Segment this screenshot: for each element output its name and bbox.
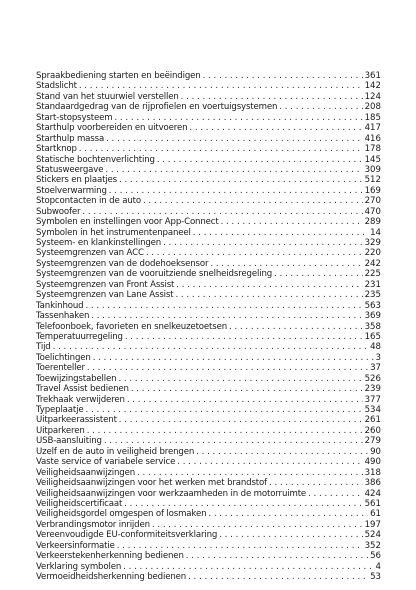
index-entry [36, 175, 381, 185]
index-entry [36, 562, 381, 572]
index-entry [36, 280, 381, 290]
entry-term: Stoelverwarming [36, 185, 107, 196]
entry-term: Typeplaatje [36, 405, 84, 415]
entry-page-number: 369 [364, 311, 381, 322]
entry-term: Symbolen en instellingen voor App-Connect [36, 217, 219, 228]
index-entry [36, 405, 381, 415]
entry-page-number: 225 [364, 269, 381, 280]
dot-leader [210, 259, 362, 269]
entry-page-number: 361 [364, 71, 381, 81]
dot-leader [137, 468, 363, 478]
dot-leader [93, 353, 374, 363]
entry-page-number: 53 [370, 572, 381, 582]
entry-term: Tankinhoud [36, 300, 84, 311]
entry-page-number: 56 [370, 551, 381, 562]
index-entry [36, 436, 381, 446]
dot-leader [85, 301, 362, 311]
index-entry [36, 248, 381, 258]
entry-page-number: 235 [364, 290, 381, 301]
entry-page-number: 470 [364, 206, 381, 217]
index-entry [36, 353, 381, 363]
dot-leader [123, 562, 373, 572]
index-entry [36, 322, 381, 332]
index-entry [36, 290, 381, 300]
entry-page-number: 37 [370, 363, 381, 374]
dot-leader [104, 436, 363, 446]
index-entry [36, 207, 381, 217]
dot-leader [208, 509, 368, 519]
dot-leader [229, 322, 363, 332]
index-entry [36, 551, 381, 561]
entry-page-number: 4 [375, 561, 381, 572]
index-entry [36, 186, 381, 196]
entry-page-number: 490 [364, 457, 381, 468]
index-entry [36, 123, 381, 133]
entry-term: Toewijzingstabellen [36, 373, 117, 384]
dot-leader [131, 384, 363, 394]
entry-term: Stickers en plaatjes [36, 175, 117, 186]
index-entry [36, 71, 381, 81]
index-entry [36, 301, 381, 311]
index-entry [36, 238, 381, 248]
index-entry [36, 509, 381, 519]
dot-leader [152, 520, 363, 530]
entry-term: Starthulp massa [36, 133, 105, 144]
entry-page-number: 165 [364, 331, 381, 342]
entry-page-number: 239 [364, 384, 381, 395]
index-entry [36, 102, 381, 112]
entry-page-number: 185 [364, 112, 381, 123]
dot-leader [146, 248, 363, 258]
entry-term: Startknop [36, 144, 77, 155]
dot-leader [109, 186, 363, 196]
entry-term: Travel Assist bedienen [36, 384, 129, 395]
entry-term: Statische bochtenverlichting [36, 154, 155, 165]
dot-leader [127, 395, 363, 405]
dot-leader [119, 175, 363, 185]
dot-leader [86, 405, 363, 415]
entry-term: USB-aansluiting [36, 436, 102, 447]
dot-leader [114, 113, 362, 123]
dot-leader [82, 207, 362, 217]
index-entry [36, 311, 381, 321]
entry-page-number: 289 [364, 217, 381, 228]
index-entry [36, 217, 381, 227]
dot-leader [87, 426, 363, 436]
index-entry [36, 572, 381, 582]
dot-leader [196, 447, 368, 457]
entry-page-number: 48 [370, 342, 381, 353]
dot-leader [221, 217, 363, 227]
entry-term: Vereenvoudigde EU-conformiteitsverklaring [36, 530, 218, 541]
entry-term: Standaardgedrag van de rijprofielen en voertuigsystemen [36, 102, 278, 113]
index-entry [36, 499, 381, 509]
dot-leader [188, 572, 368, 582]
dot-leader [274, 269, 363, 279]
dot-leader [181, 92, 363, 102]
entry-term: Verkeerstekenherkenning bedienen [36, 551, 184, 562]
entry-page-number: 124 [364, 91, 381, 102]
dot-leader [79, 144, 363, 154]
index-entry [36, 144, 381, 154]
dot-leader [124, 499, 362, 509]
entry-page-number: 261 [364, 415, 381, 426]
entry-page-number: 534 [364, 405, 381, 415]
entry-page-number: 417 [364, 123, 381, 134]
entry-term: Systeemgrenzen van de dodehoeksensor [36, 258, 209, 269]
dot-leader [117, 541, 363, 551]
index-entry [36, 113, 381, 123]
entry-page-number: 260 [364, 425, 381, 436]
entry-term: Systeemgrenzen van ACC [36, 248, 144, 259]
dot-leader [177, 457, 362, 467]
entry-term: Veiligheidscertificaat [36, 498, 123, 509]
entry-page-number: 178 [364, 144, 381, 155]
dot-leader [189, 123, 362, 133]
dot-leader [193, 228, 368, 238]
index-entry [36, 81, 381, 91]
index-entry [36, 134, 381, 144]
entry-term: Systeemgrenzen van Lane Assist [36, 290, 174, 301]
entry-term: Verbrandingsmotor inrijden [36, 519, 150, 530]
entry-term: Subwoofer [36, 206, 81, 217]
entry-term: Vaste service of variabele service [36, 457, 176, 468]
dot-leader [118, 374, 362, 384]
entry-term: Systeem- en klankinstellingen [36, 238, 162, 248]
entry-page-number: 270 [364, 196, 381, 207]
entry-page-number: 169 [364, 185, 381, 196]
entry-page-number: 358 [364, 321, 381, 332]
index-entry [36, 384, 381, 394]
entry-page-number: 208 [364, 102, 381, 113]
index-entry [36, 468, 381, 478]
entry-page-number: 220 [364, 248, 381, 259]
index-entry [36, 92, 381, 102]
index-entry [36, 269, 381, 279]
entry-page-number: 145 [364, 154, 381, 165]
entry-term: Uzelf en de auto in veiligheid brengen [36, 446, 195, 457]
entry-page-number: 377 [364, 394, 381, 405]
dot-leader [119, 415, 363, 425]
dot-leader [269, 478, 363, 488]
index-list [36, 71, 381, 582]
entry-term: Verkeersinformatie [36, 540, 115, 551]
index-entry [36, 155, 381, 165]
index-entry [36, 520, 381, 530]
entry-term: Statusweergave [36, 164, 104, 175]
index-entry [36, 415, 381, 425]
index-entry [36, 259, 381, 269]
entry-term: Stadslicht [36, 81, 77, 92]
entry-page-number: 242 [364, 258, 381, 269]
entry-term: Uitparkeerassistent [36, 415, 117, 426]
entry-term: Symbolen in het instrumentenpaneel [36, 227, 191, 238]
entry-term: Systeemgrenzen van de vooruitziende snelheidsregeling [36, 269, 273, 280]
index-entry [36, 332, 381, 342]
entry-page-number: 318 [364, 467, 381, 478]
dot-leader [87, 363, 368, 373]
entry-term: Veiligheidsaanwijzingen voor werkzaamheden in de motorruimte [36, 488, 307, 499]
index-entry [36, 363, 381, 373]
entry-term: Toelichtingen [36, 352, 91, 363]
dot-leader [105, 165, 362, 175]
dot-leader [175, 290, 362, 300]
entry-page-number: 386 [364, 478, 381, 489]
entry-term: Systeemgrenzen van Front Assist [36, 279, 175, 290]
dot-leader [79, 81, 363, 91]
entry-page-number: 352 [364, 540, 381, 551]
entry-page-number: 90 [370, 446, 381, 457]
index-entry [36, 196, 381, 206]
index-entry [36, 541, 381, 551]
dot-leader [106, 134, 363, 144]
entry-page-number: 142 [364, 81, 381, 92]
entry-term: Spraakbediening starten en beëindigen [36, 71, 201, 81]
entry-page-number: 561 [364, 498, 381, 509]
entry-page-number: 526 [364, 373, 381, 384]
entry-page-number: 424 [364, 488, 381, 499]
dot-leader [219, 530, 362, 540]
entry-page-number: 14 [370, 227, 381, 238]
entry-page-number: 329 [364, 238, 381, 248]
index-entry [36, 165, 381, 175]
index-entry [36, 374, 381, 384]
entry-term: Uitparkeren [36, 425, 85, 436]
index-entry [36, 447, 381, 457]
index-entry [36, 395, 381, 405]
entry-term: Stand van het stuurwiel verstellen [36, 91, 179, 102]
entry-term: Toerenteller [36, 363, 85, 374]
entry-term: Starthulp voorbereiden en uitvoeren [36, 123, 188, 134]
entry-page-number: 61 [370, 509, 381, 520]
entry-page-number: 524 [364, 530, 381, 541]
entry-page-number: 512 [364, 175, 381, 186]
entry-page-number: 197 [364, 519, 381, 530]
entry-page-number: 279 [364, 436, 381, 447]
entry-term: Start-stopsysteem [36, 112, 113, 123]
index-entry [36, 489, 381, 499]
dot-leader [186, 551, 368, 561]
dot-leader [176, 280, 362, 290]
index-entry [36, 426, 381, 436]
dot-leader [279, 102, 362, 112]
dot-leader [163, 238, 362, 248]
entry-page-number: 3 [375, 352, 381, 363]
entry-page-number: 563 [364, 300, 381, 311]
dot-leader [308, 489, 363, 499]
entry-term: Veiligheidsgordel omgespen of losmaken [36, 509, 207, 520]
index-entry [36, 228, 381, 238]
entry-term: Stopcontacten in de auto [36, 196, 141, 207]
entry-term: Tassenhaken [36, 311, 90, 322]
dot-leader [125, 332, 363, 342]
index-entry [36, 457, 381, 467]
entry-term: Veiligheidsaanwijzingen [36, 467, 136, 478]
entry-term: Telefoonboek, favorieten en snelkeuzetoetsen [36, 321, 228, 332]
entry-page-number: 416 [364, 133, 381, 144]
index-entry [36, 342, 381, 352]
dot-leader [91, 311, 362, 321]
entry-term: Tijd [36, 342, 51, 353]
entry-term: Trekhaak verwijderen [36, 394, 125, 405]
entry-page-number: 231 [364, 279, 381, 290]
entry-term: Verklaring symbolen [36, 561, 122, 572]
entry-term: Veiligheidsaanwijzingen voor het werken met brandstof [36, 478, 268, 489]
entry-page-number: 309 [364, 164, 381, 175]
dot-leader [53, 342, 368, 352]
dot-leader [203, 71, 363, 81]
entry-term: Vermoeidheidsherkenning bedienen [36, 572, 187, 582]
index-entry [36, 530, 381, 540]
entry-term: Temperatuurregeling [36, 331, 123, 342]
dot-leader [143, 196, 363, 206]
dot-leader [157, 155, 363, 165]
index-entry [36, 478, 381, 488]
